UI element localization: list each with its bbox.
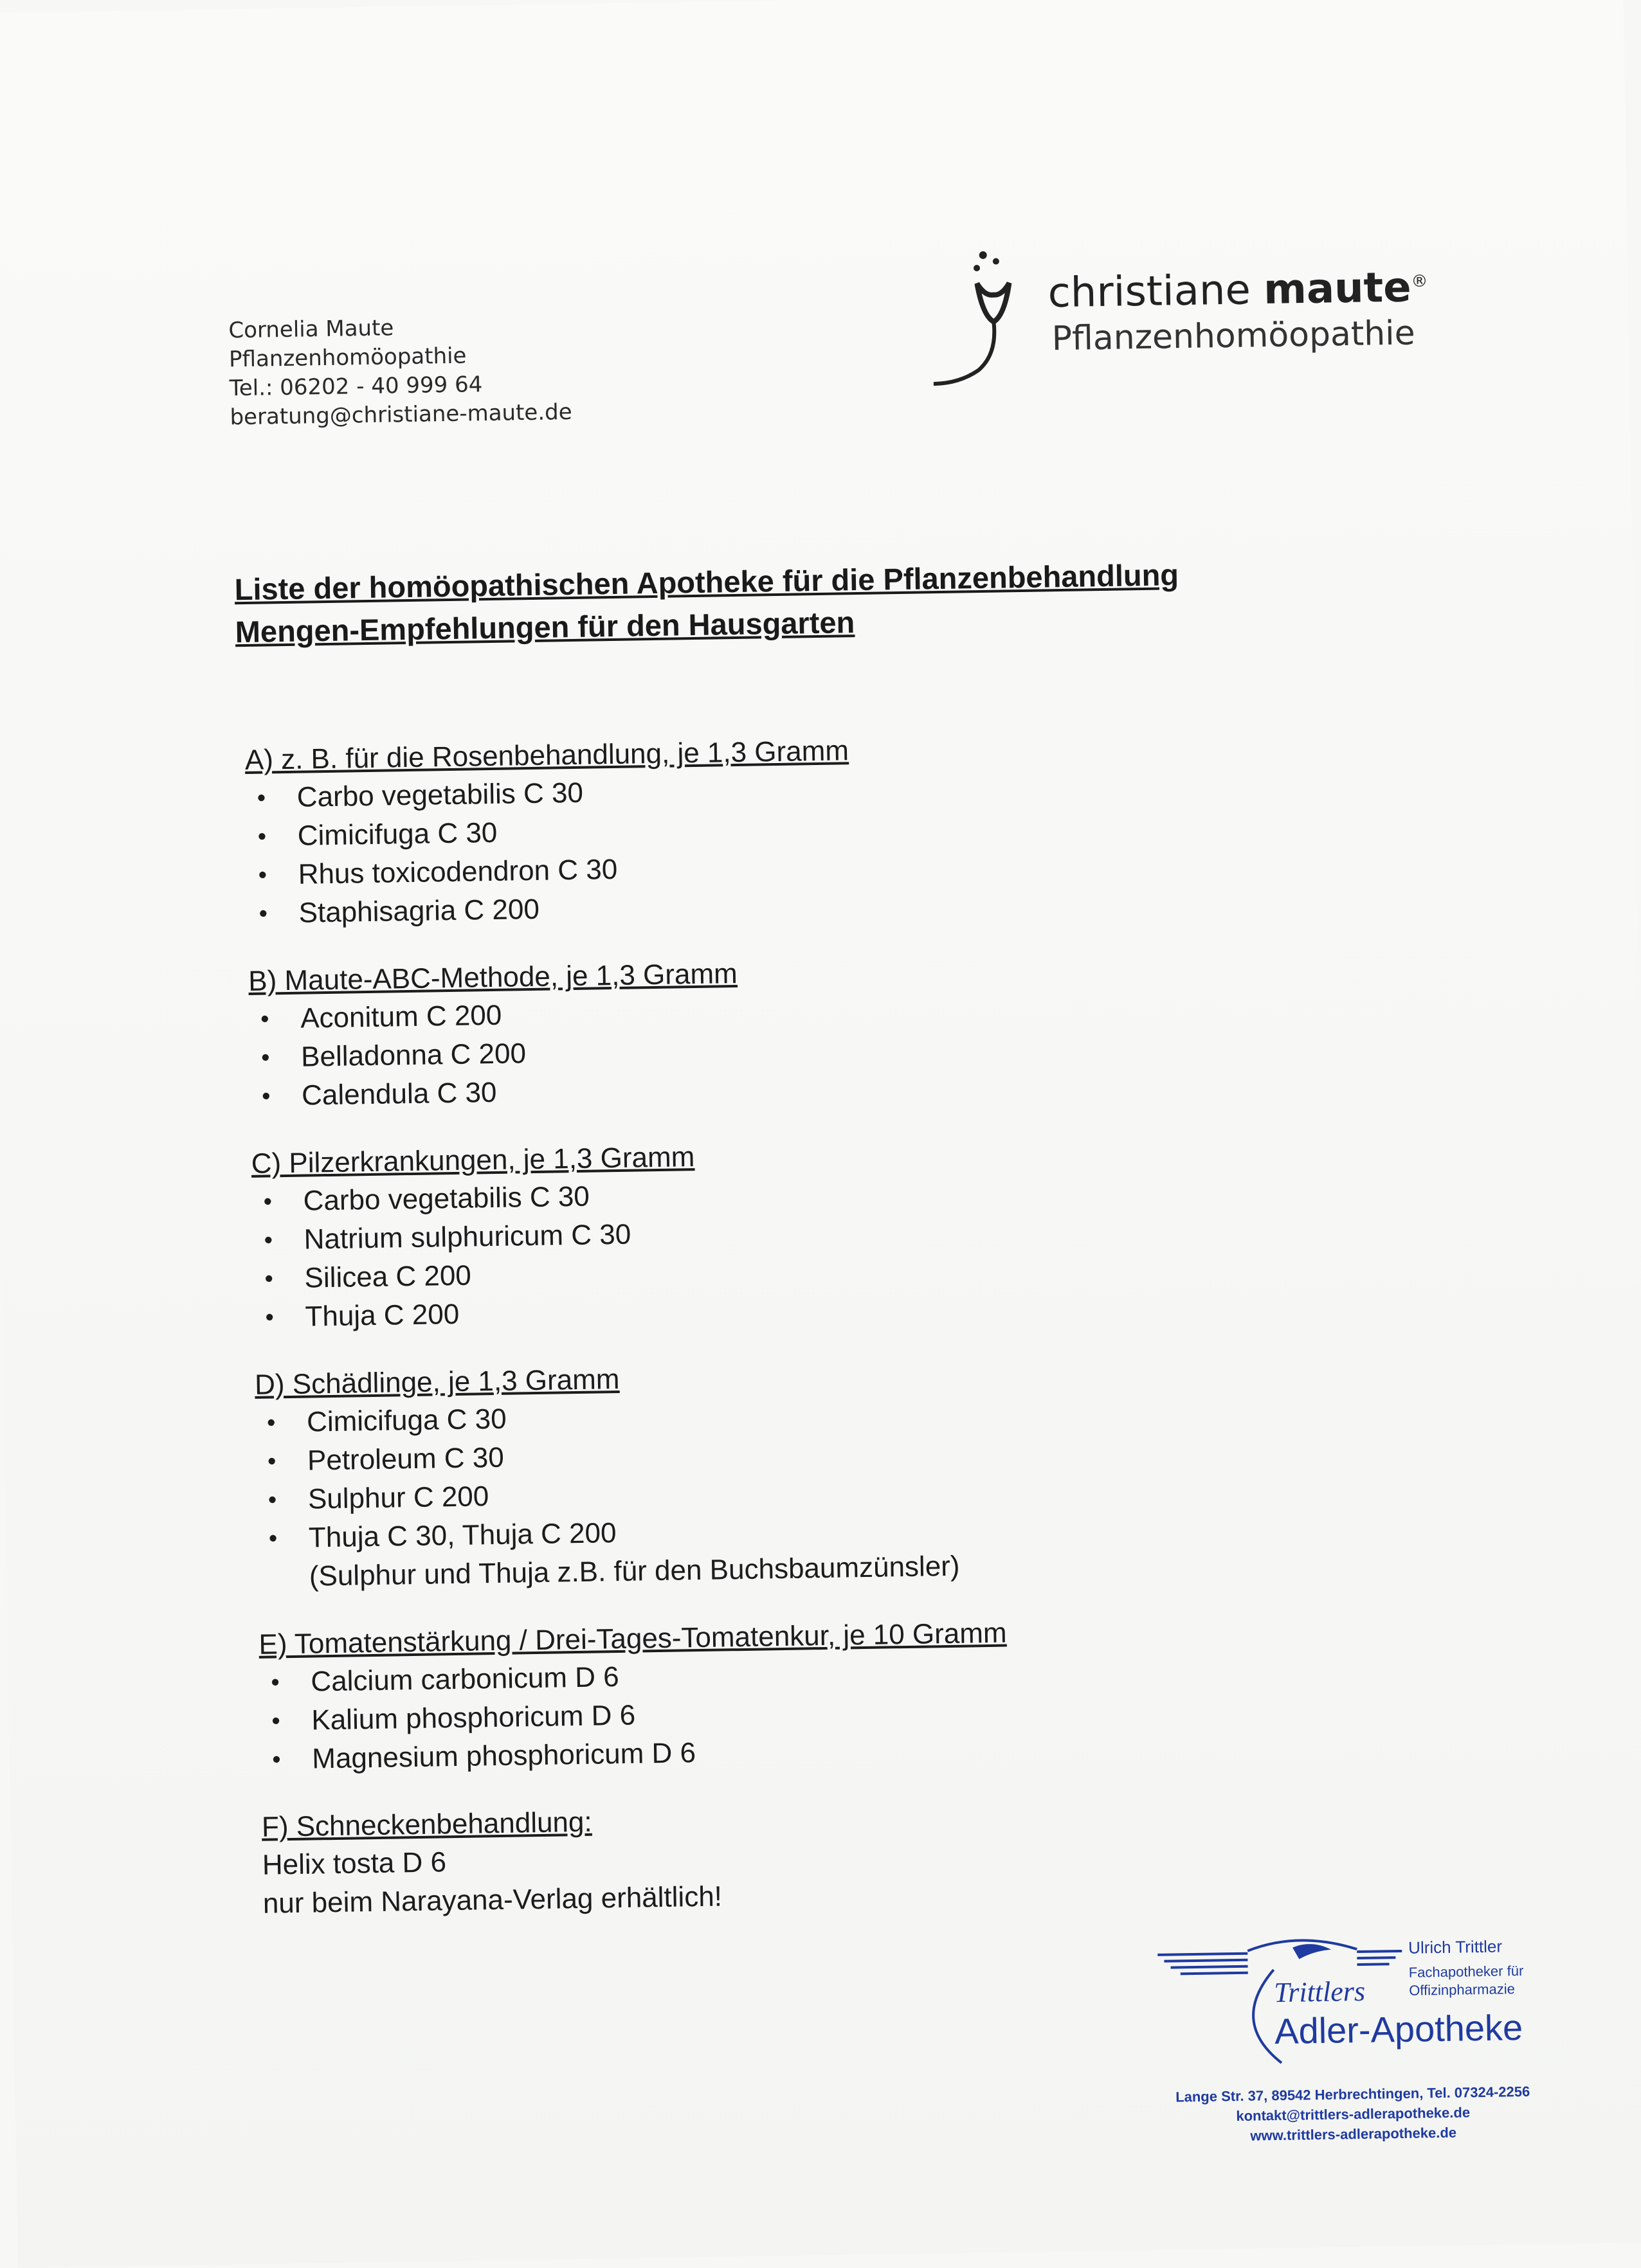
sender-subtitle: Pflanzenhomöopathie	[228, 343, 467, 373]
section-heading: E) Tomatenstärkung / Drei-Tages-Tomatenkur, je 10 Gramm	[258, 1617, 1007, 1661]
pharmacy-stamp	[1145, 1921, 1546, 2146]
pharmacy-name: Adler-Apotheke	[1274, 2007, 1523, 2052]
sender-name: Cornelia Maute	[228, 315, 394, 344]
logo-subtitle: Pflanzenhomöopathie	[1051, 314, 1416, 359]
section-note: (Sulphur und Thuja z.B. für den Buchsbaumzünsler)	[309, 1550, 960, 1592]
section-a	[244, 723, 1469, 933]
pharmacy-address: Lange Str. 37, 89542 Herbrechtingen, Tel. 07324-2256	[1175, 2083, 1530, 2105]
document-title	[234, 554, 1179, 653]
section-f	[262, 1790, 1485, 1923]
flower-logo-icon	[931, 244, 1049, 400]
pharmacy-web: www.trittlers-adlerapotheke.de	[1250, 2124, 1457, 2144]
list-item: • Silicea C 200	[304, 1241, 1475, 1298]
title-line-1: Liste der homöopathischen Apotheke für die Pflanzenbehandlung	[234, 557, 1179, 607]
section-heading: D) Schädlinge, je 1,3 Gramm	[254, 1363, 620, 1401]
title-line-2: Mengen-Empfehlungen für den Hausgarten	[235, 605, 855, 649]
pharmacist-name: Ulrich Trittler	[1408, 1936, 1503, 1958]
list-item: • Carbo vegetabilis C 30	[296, 760, 1467, 817]
list-item: • Petroleum C 30	[307, 1423, 1478, 1480]
pharmacy-contact	[1154, 2081, 1553, 2147]
pharmacy-brand: Trittlers	[1273, 1975, 1366, 2009]
list-item: • Magnesium phosphoricum D 6	[312, 1722, 1483, 1779]
pharmacy-email: kontakt@trittlers-adlerapotheke.de	[1236, 2104, 1471, 2125]
section-d	[255, 1347, 1480, 1597]
logo-wordmark: christiane maute®	[1047, 264, 1428, 318]
section-c	[251, 1126, 1475, 1337]
list-item: • Aconitum C 200	[300, 981, 1471, 1038]
list-item: • Belladonna C 200	[301, 1020, 1472, 1077]
list-item: • Calendula C 30	[302, 1058, 1473, 1115]
section-heading: C) Pilzerkrankungen, je 1,3 Gramm	[251, 1141, 695, 1180]
sender-email: beratung@christiane-maute.de	[230, 399, 572, 431]
list-item: • Thuja C 30, Thuja C 200	[308, 1500, 1479, 1558]
list-item: • Carbo vegetabilis C 30	[303, 1164, 1474, 1221]
section-b	[248, 944, 1473, 1116]
list-item: • Staphisagria C 200	[298, 876, 1469, 933]
list-item: • Thuja C 200	[305, 1279, 1476, 1336]
sender-phone: Tel.: 06202 - 40 999 64	[229, 372, 483, 402]
christiane-maute-logo	[931, 237, 1461, 400]
availability-note: nur beim Narayana-Verlag erhältlich!	[262, 1880, 723, 1920]
section-e	[258, 1607, 1483, 1779]
list-item: • Rhus toxicodendron C 30	[298, 837, 1469, 894]
remedy-line: Helix tosta D 6	[262, 1846, 447, 1881]
remedy-list	[244, 723, 1485, 1953]
list-item: • Sulphur C 200	[308, 1462, 1479, 1519]
list-item: • Kalium phosphoricum D 6	[311, 1683, 1482, 1740]
list-item: • Natrium sulphuricum C 30	[304, 1202, 1474, 1259]
section-heading: B) Maute-ABC-Methode, je 1,3 Gramm	[248, 958, 738, 997]
list-item: • Calcium carbonicum D 6	[311, 1644, 1482, 1702]
pharmacist-title: Fachapotheker für Offizinpharmazie	[1408, 1962, 1524, 1999]
list-item: • Cimicifuga C 30	[297, 798, 1468, 856]
section-heading: A) z. B. für die Rosenbehandlung, je 1,3 Gramm	[244, 735, 849, 776]
sender-block	[228, 311, 572, 432]
section-heading: F) Schneckenbehandlung:	[261, 1806, 593, 1843]
list-item: • Cimicifuga C 30	[307, 1385, 1478, 1442]
